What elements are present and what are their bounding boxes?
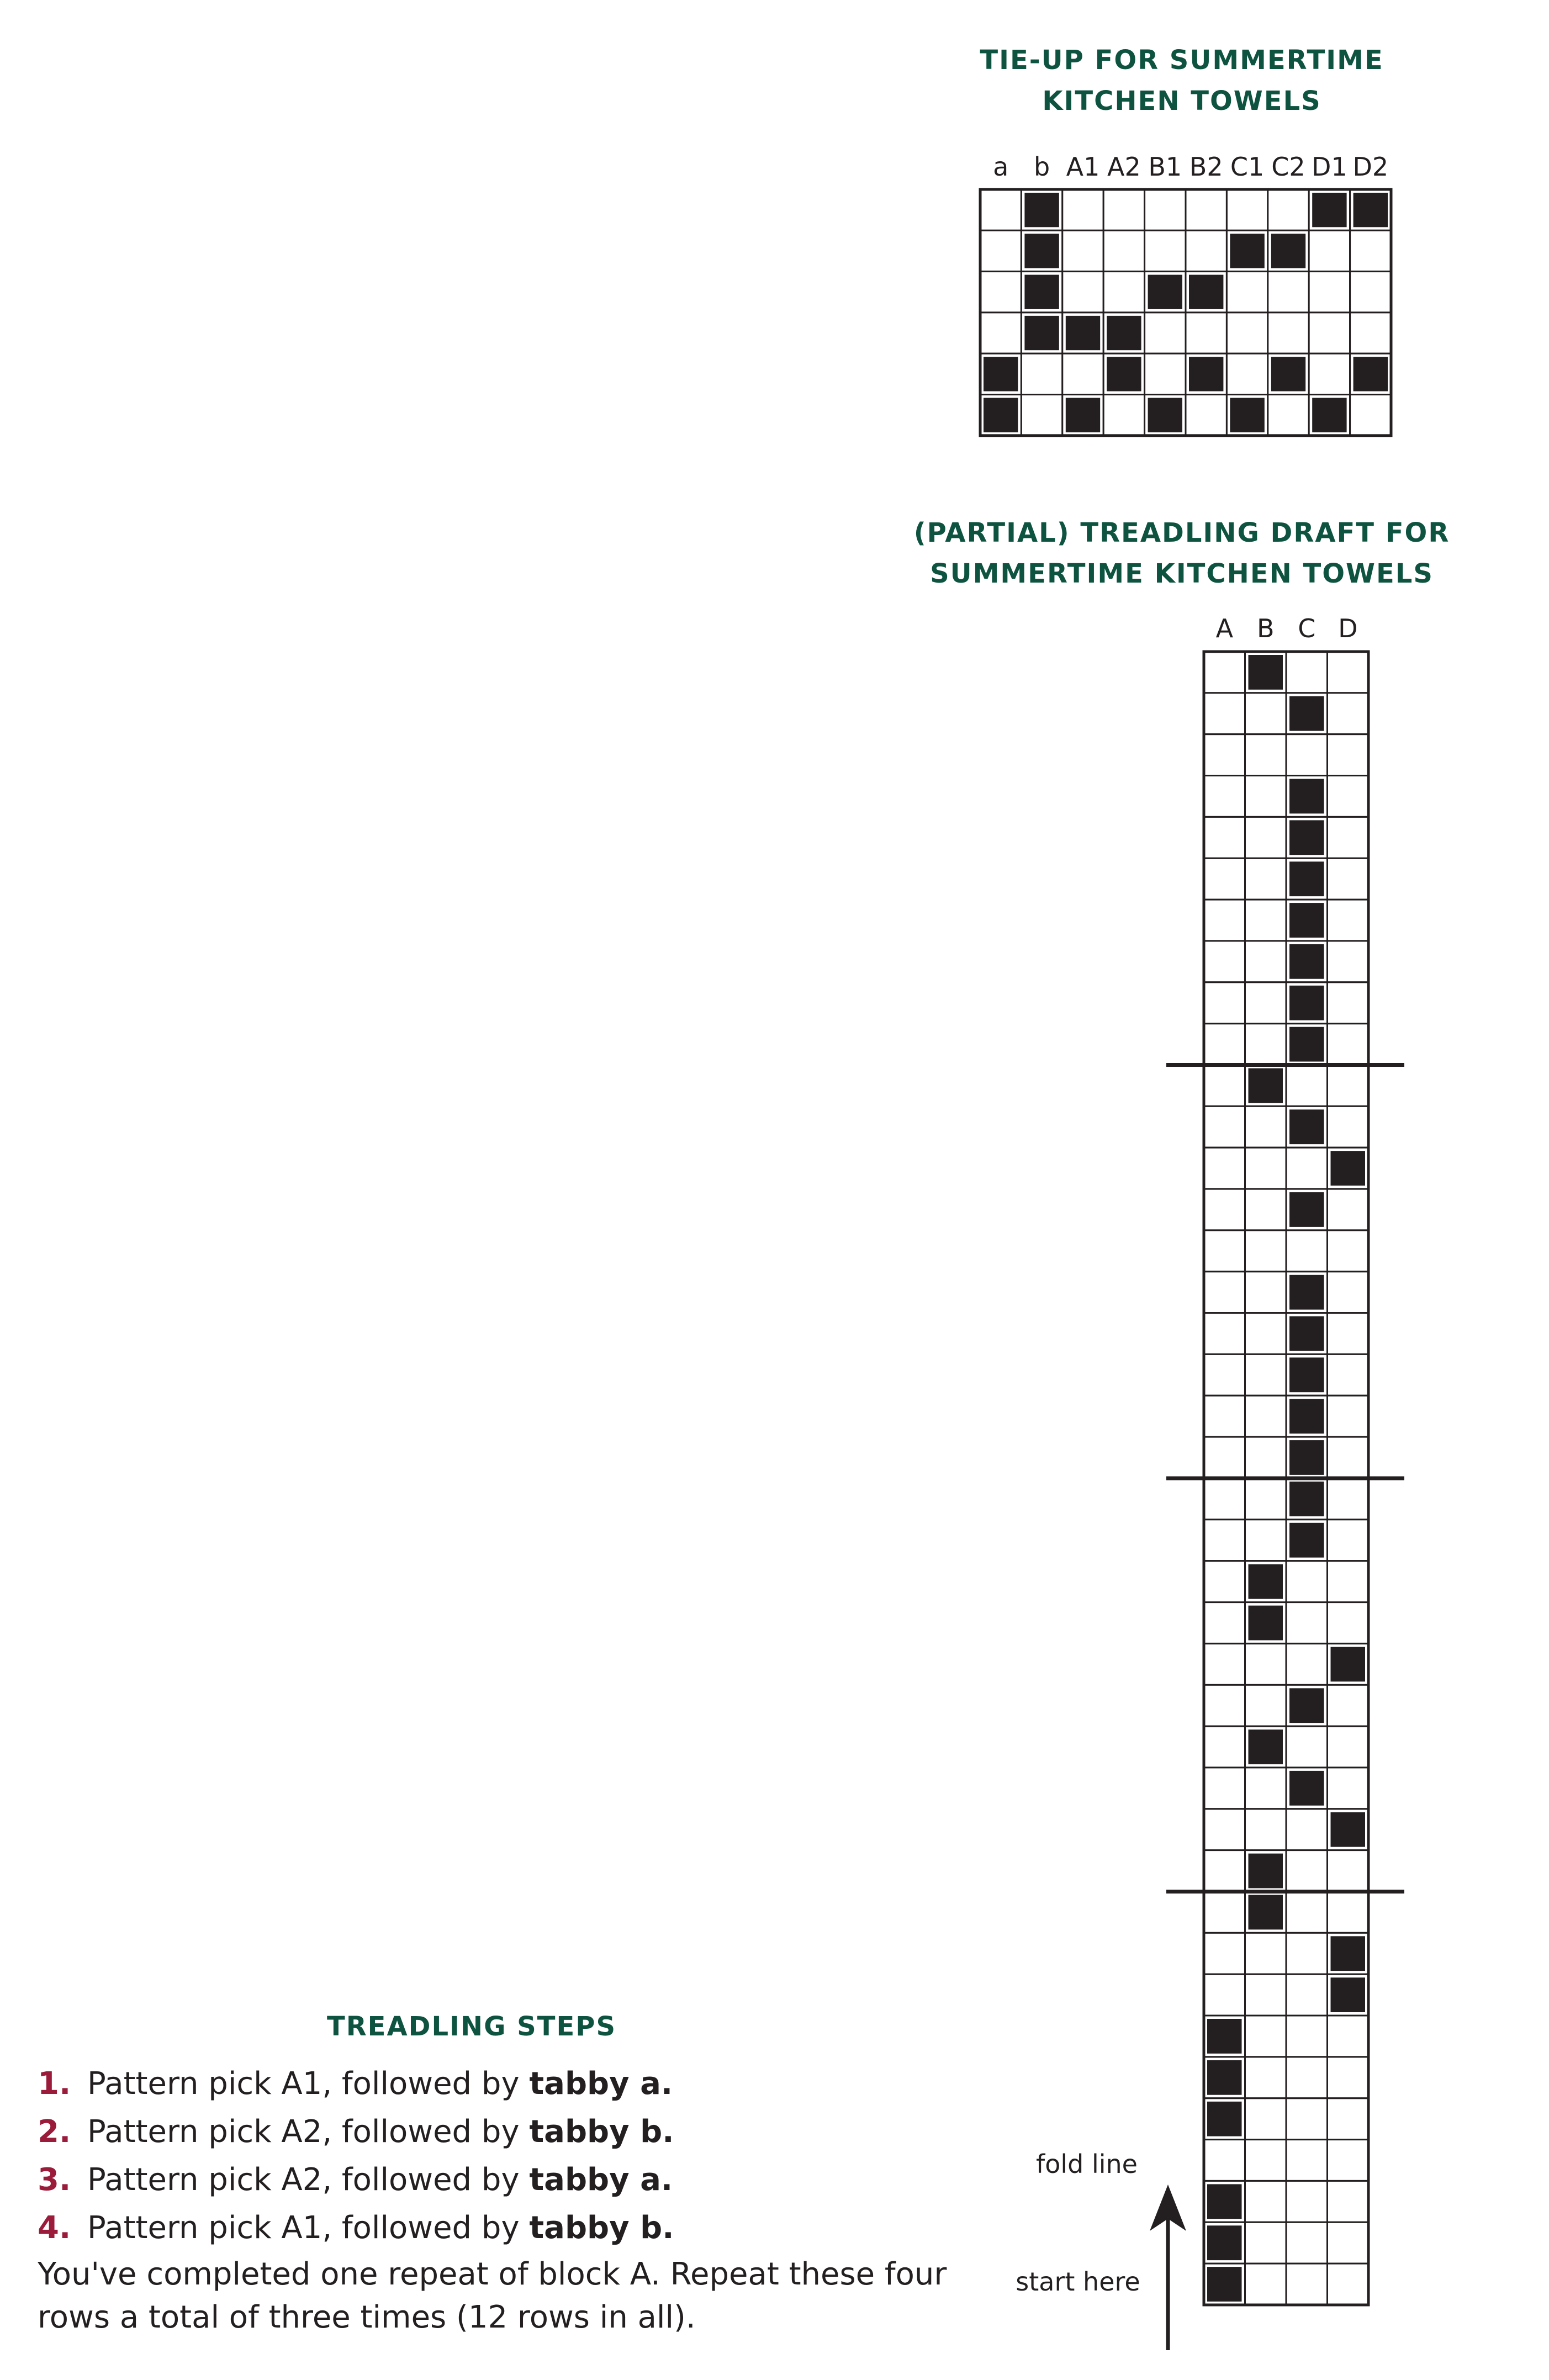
- treadling-cell: [1204, 817, 1245, 858]
- tieup-cell: [1309, 353, 1350, 394]
- treadling-cell: [1245, 1147, 1287, 1189]
- treadling-cell: [1204, 1024, 1245, 1065]
- treadling-steps-title: TREADLING STEPS: [326, 2011, 617, 2042]
- treadling-filled-cell: [1289, 986, 1324, 1020]
- treadling-filled-cell: [1249, 1854, 1283, 1889]
- treadling-filled-cell: [1289, 820, 1324, 855]
- treadling-filled-cell: [1289, 1440, 1324, 1475]
- tieup-filled-cell: [1354, 193, 1388, 227]
- treadling-cell: [1328, 776, 1369, 817]
- treadling-cell: [1328, 693, 1369, 734]
- treadling-cell: [1204, 1189, 1245, 1230]
- treadling-cell: [1245, 1272, 1287, 1313]
- treadling-cell: [1328, 1685, 1369, 1726]
- tieup-filled-cell: [1148, 275, 1182, 309]
- treadling-column-label: A: [1215, 613, 1234, 643]
- treadling-filled-cell: [1331, 1647, 1366, 1681]
- tieup-cell: [980, 230, 1021, 271]
- treadling-cell: [1286, 1933, 1328, 1974]
- step-text: Pattern pick A1, followed by: [87, 2066, 530, 2102]
- treadling-cell: [1328, 1313, 1369, 1355]
- tieup-cell: [1226, 189, 1267, 230]
- treadling-cell: [1204, 1602, 1245, 1644]
- tieup-cell: [1350, 395, 1391, 436]
- treadling-cell: [1245, 817, 1287, 858]
- step-number: 1.: [38, 2066, 71, 2102]
- treadling-cell: [1204, 734, 1245, 776]
- treadling-column-label: D: [1338, 613, 1358, 643]
- treadling-filled-cell: [1289, 1771, 1324, 1806]
- treadling-cell: [1286, 1602, 1328, 1644]
- treadling-cell: [1204, 2140, 1245, 2181]
- treadling-cell: [1204, 1809, 1245, 1850]
- treadling-cell: [1245, 1520, 1287, 1561]
- treadling-filled-cell: [1207, 2225, 1242, 2260]
- treadling-filled-cell: [1207, 2267, 1242, 2302]
- treadling-cell: [1204, 693, 1245, 734]
- treadling-cell: [1328, 734, 1369, 776]
- treadling-cell: [1328, 2181, 1369, 2222]
- tieup-filled-cell: [1230, 234, 1264, 268]
- treadling-cell: [1328, 1272, 1369, 1313]
- treadling-cell: [1328, 2016, 1369, 2057]
- treadling-filled-cell: [1331, 1977, 1366, 2012]
- treadling-cell: [1286, 2016, 1328, 2057]
- tieup-filled-cell: [984, 398, 1018, 432]
- tieup-cell: [1021, 353, 1062, 394]
- tieup-cell: [1309, 230, 1350, 271]
- tieup-cell: [1186, 395, 1226, 436]
- treadling-cell: [1245, 2222, 1287, 2263]
- tieup-cell: [1350, 230, 1391, 271]
- treadling-cell: [1245, 2098, 1287, 2140]
- treadling-filled-cell: [1289, 1109, 1324, 1144]
- tieup-filled-cell: [1271, 357, 1305, 391]
- treadling-cell: [1328, 1520, 1369, 1561]
- treadling-cell: [1328, 1065, 1369, 1107]
- tieup-filled-cell: [1354, 357, 1388, 391]
- treadling-cell: [1328, 1768, 1369, 1809]
- treadling-cell: [1245, 1106, 1287, 1147]
- treadling-cell: [1286, 1809, 1328, 1850]
- treadling-filled-cell: [1249, 655, 1283, 690]
- treadling-filled-cell: [1289, 1523, 1324, 1558]
- treadling-cell: [1328, 1106, 1369, 1147]
- fold-line-label: fold line: [1036, 2149, 1138, 2179]
- tieup-column-label: A2: [1107, 152, 1141, 182]
- treadling-cell: [1204, 1520, 1245, 1561]
- treadling-cell: [1204, 1106, 1245, 1147]
- treadling-steps: [38, 2060, 965, 2339]
- treadling-cell: [1245, 1024, 1287, 1065]
- step-tabby: tabby b.: [529, 2114, 674, 2150]
- treadling-cell: [1204, 776, 1245, 817]
- treadling-cell: [1328, 941, 1369, 982]
- tieup-cell: [1268, 189, 1309, 230]
- treadling-cell: [1286, 1065, 1328, 1107]
- treadling-cell: [1204, 1933, 1245, 1974]
- tieup-cell: [1145, 189, 1186, 230]
- step-tabby: tabby b.: [529, 2210, 674, 2246]
- treadling-cell: [1204, 1643, 1245, 1685]
- treadling-grid: [1166, 613, 1404, 2305]
- tieup-cell: [1062, 353, 1103, 394]
- treadling-cell: [1245, 1685, 1287, 1726]
- treadling-cell: [1245, 1974, 1287, 2016]
- treadling-filled-cell: [1289, 779, 1324, 814]
- treadling-cell: [1328, 2263, 1369, 2305]
- step-text: Pattern pick A2, followed by: [87, 2162, 530, 2198]
- treadling-filled-cell: [1289, 1688, 1324, 1723]
- treadling-cell: [1204, 982, 1245, 1024]
- treadling-cell: [1286, 1643, 1328, 1685]
- treadling-cell: [1286, 2181, 1328, 2222]
- treadling-cell: [1328, 1395, 1369, 1437]
- tieup-cell: [1309, 313, 1350, 353]
- treadling-cell: [1245, 982, 1287, 1024]
- treadling-cell: [1328, 1478, 1369, 1520]
- tieup-filled-cell: [1066, 316, 1100, 350]
- tieup-cell: [1145, 313, 1186, 353]
- tieup-cell: [1226, 272, 1267, 313]
- treadling-cell: [1245, 1809, 1287, 1850]
- tieup-filled-cell: [1107, 316, 1141, 350]
- repeat-note-line2: rows a total of three times (12 rows in all).: [38, 2299, 696, 2335]
- step-number: 3.: [38, 2162, 71, 2198]
- treadling-cell: [1204, 1437, 1245, 1478]
- step-text: Pattern pick A2, followed by: [87, 2114, 530, 2150]
- treadling-filled-cell: [1289, 1399, 1324, 1434]
- tieup-title-line2: KITCHEN TOWELS: [1042, 86, 1321, 117]
- treadling-cell: [1328, 2057, 1369, 2098]
- treadling-filled-cell: [1207, 2060, 1242, 2095]
- treadling-cell: [1286, 1561, 1328, 1602]
- treadling-cell: [1245, 2057, 1287, 2098]
- tieup-cell: [1268, 272, 1309, 313]
- treadling-filled-cell: [1207, 2184, 1242, 2219]
- treadling-cell: [1245, 1230, 1287, 1272]
- treadling-cell: [1204, 652, 1245, 693]
- treadling-cell: [1204, 1768, 1245, 1809]
- treadling-cell: [1245, 1933, 1287, 1974]
- treadling-cell: [1328, 2098, 1369, 2140]
- treadling-cell: [1204, 1230, 1245, 1272]
- treadling-cell: [1245, 1437, 1287, 1478]
- treadling-cell: [1245, 1768, 1287, 1809]
- tieup-cell: [1103, 395, 1144, 436]
- treadling-cell: [1328, 1561, 1369, 1602]
- treadling-filled-cell: [1289, 861, 1324, 896]
- treadling-cell: [1328, 1850, 1369, 1892]
- treadling-cell: [1245, 1478, 1287, 1520]
- treadling-cell: [1328, 1437, 1369, 1478]
- treadling-cell: [1286, 734, 1328, 776]
- tieup-column-label: D2: [1352, 152, 1389, 182]
- treadling-filled-cell: [1289, 1275, 1324, 1310]
- tieup-filled-cell: [1271, 234, 1305, 268]
- tieup-column-label: A1: [1066, 152, 1100, 182]
- tieup-filled-cell: [1024, 275, 1059, 309]
- tieup-column-label: a: [993, 152, 1009, 182]
- tieup-cell: [1350, 313, 1391, 353]
- treadling-cell: [1286, 2140, 1328, 2181]
- treadling-cell: [1204, 941, 1245, 982]
- treadling-cell: [1204, 1892, 1245, 1933]
- tieup-filled-cell: [1312, 398, 1346, 432]
- step-item: [38, 2156, 965, 2204]
- treadling-cell: [1204, 1395, 1245, 1437]
- treadling-cell: [1245, 2181, 1287, 2222]
- treadling-cell: [1286, 2057, 1328, 2098]
- treadling-filled-cell: [1289, 903, 1324, 938]
- treadling-filled-cell: [1289, 944, 1324, 979]
- treadling-cell: [1328, 1189, 1369, 1230]
- tieup-cell: [1062, 189, 1103, 230]
- treadling-filled-cell: [1249, 1069, 1283, 1103]
- treadling-filled-cell: [1289, 696, 1324, 731]
- tieup-cell: [1103, 189, 1144, 230]
- tieup-filled-cell: [1148, 398, 1182, 432]
- treadling-cell: [1245, 900, 1287, 941]
- treadling-cell: [1204, 1726, 1245, 1768]
- treadling-cell: [1245, 776, 1287, 817]
- treadling-cell: [1245, 1313, 1287, 1355]
- treadling-cell: [1328, 817, 1369, 858]
- repeat-note-line1: You've completed one repeat of block A. Repeat these four: [38, 2256, 947, 2292]
- tieup-filled-cell: [1066, 398, 1100, 432]
- treadling-cell: [1245, 693, 1287, 734]
- tieup-filled-cell: [1189, 357, 1223, 391]
- treadling-cell: [1204, 1065, 1245, 1107]
- treadling-cell: [1204, 1147, 1245, 1189]
- start-here-label: start here: [1016, 2267, 1140, 2297]
- treadling-filled-cell: [1207, 2102, 1242, 2136]
- treadling-filled-cell: [1289, 1357, 1324, 1392]
- step-number: 2.: [38, 2114, 71, 2150]
- tieup-cell: [980, 189, 1021, 230]
- treadling-cell: [1286, 1850, 1328, 1892]
- tieup-filled-cell: [1312, 193, 1346, 227]
- tieup-cell: [1309, 272, 1350, 313]
- treadling-cell: [1204, 858, 1245, 900]
- treadling-cell: [1204, 1685, 1245, 1726]
- tieup-filled-cell: [1107, 357, 1141, 391]
- treadling-filled-cell: [1289, 1027, 1324, 1062]
- treadling-cell: [1245, 941, 1287, 982]
- step-number: 4.: [38, 2210, 71, 2246]
- treadling-filled-cell: [1207, 2019, 1242, 2054]
- tieup-cell: [1145, 230, 1186, 271]
- treadling-cell: [1328, 2140, 1369, 2181]
- tieup-cell: [1021, 395, 1062, 436]
- treadling-cell: [1204, 1272, 1245, 1313]
- tieup-column-label: b: [1033, 152, 1050, 182]
- tieup-cell: [980, 313, 1021, 353]
- treadling-cell: [1204, 1974, 1245, 2016]
- treadling-cell: [1204, 900, 1245, 941]
- tieup-filled-cell: [1230, 398, 1264, 432]
- tieup-filled-cell: [984, 357, 1018, 391]
- treadling-cell: [1286, 2098, 1328, 2140]
- treadling-cell: [1286, 1147, 1328, 1189]
- treadling-cell: [1204, 1478, 1245, 1520]
- tieup-cell: [1268, 313, 1309, 353]
- tieup-column-label: B1: [1148, 152, 1182, 182]
- treadling-cell: [1245, 1189, 1287, 1230]
- tieup-cell: [1062, 272, 1103, 313]
- tieup-column-label: C1: [1230, 152, 1265, 182]
- tieup-cell: [1350, 272, 1391, 313]
- treadling-filled-cell: [1249, 1895, 1283, 1930]
- treadling-cell: [1286, 652, 1328, 693]
- tieup-cell: [1145, 353, 1186, 394]
- treadling-cell: [1245, 1354, 1287, 1395]
- tieup-grid: [980, 152, 1391, 436]
- treadling-cell: [1245, 858, 1287, 900]
- treadling-cell: [1328, 982, 1369, 1024]
- tieup-filled-cell: [1024, 193, 1059, 227]
- treadling-cell: [1286, 1230, 1328, 1272]
- tieup-filled-cell: [1024, 234, 1059, 268]
- tieup-column-label: D1: [1312, 152, 1347, 182]
- step-item: [38, 2204, 965, 2252]
- tieup-cell: [1103, 230, 1144, 271]
- treadling-cell: [1245, 734, 1287, 776]
- treadling-cell: [1204, 1850, 1245, 1892]
- treadling-filled-cell: [1331, 1936, 1366, 1971]
- treadling-cell: [1204, 1561, 1245, 1602]
- treadling-cell: [1245, 1643, 1287, 1685]
- treadling-filled-cell: [1249, 1730, 1283, 1764]
- treadling-cell: [1245, 2016, 1287, 2057]
- tieup-cell: [1186, 313, 1226, 353]
- treadling-filled-cell: [1289, 1482, 1324, 1516]
- tieup-cell: [1103, 272, 1144, 313]
- step-item: [38, 2060, 965, 2108]
- treadling-column-label: B: [1257, 613, 1275, 643]
- treadling-title-line1: (PARTIAL) TREADLING DRAFT FOR: [913, 517, 1450, 548]
- treadling-cell: [1328, 900, 1369, 941]
- treadling-cell: [1245, 2263, 1287, 2305]
- treadling-cell: [1328, 1602, 1369, 1644]
- treadling-cell: [1328, 1892, 1369, 1933]
- tieup-cell: [1186, 189, 1226, 230]
- treadling-cell: [1328, 2222, 1369, 2263]
- treadling-cell: [1245, 2140, 1287, 2181]
- treadling-cell: [1328, 1230, 1369, 1272]
- tieup-cell: [1268, 395, 1309, 436]
- treadling-filled-cell: [1331, 1151, 1366, 1186]
- treadling-cell: [1286, 2222, 1328, 2263]
- treadling-filled-cell: [1249, 1564, 1283, 1599]
- treadling-filled-cell: [1289, 1316, 1324, 1351]
- treadling-cell: [1204, 1354, 1245, 1395]
- treadling-title-line2: SUMMERTIME KITCHEN TOWELS: [930, 558, 1434, 589]
- treadling-cell: [1286, 1974, 1328, 2016]
- treadling-cell: [1286, 1892, 1328, 1933]
- treadling-cell: [1328, 652, 1369, 693]
- tieup-title-line1: TIE-UP FOR SUMMERTIME: [980, 45, 1384, 76]
- treadling-cell: [1328, 1024, 1369, 1065]
- tieup-cell: [980, 272, 1021, 313]
- treadling-filled-cell: [1289, 1192, 1324, 1227]
- step-tabby: tabby a.: [529, 2066, 673, 2102]
- treadling-column-label: C: [1298, 613, 1316, 643]
- treadling-filled-cell: [1331, 1812, 1366, 1847]
- tieup-cell: [1226, 353, 1267, 394]
- step-text: Pattern pick A1, followed by: [87, 2210, 530, 2246]
- treadling-cell: [1286, 2263, 1328, 2305]
- tieup-column-label: B2: [1189, 152, 1223, 182]
- treadling-cell: [1328, 1354, 1369, 1395]
- tieup-cell: [1186, 230, 1226, 271]
- repeat-note: [38, 2253, 965, 2339]
- treadling-cell: [1245, 1395, 1287, 1437]
- treadling-cell: [1328, 1726, 1369, 1768]
- tieup-filled-cell: [1024, 316, 1059, 350]
- start-arrow-icon: [1150, 2185, 1186, 2350]
- treadling-cell: [1286, 1726, 1328, 1768]
- step-item: [38, 2108, 965, 2156]
- tieup-column-label: C2: [1271, 152, 1305, 182]
- tieup-cell: [1226, 313, 1267, 353]
- tieup-filled-cell: [1189, 275, 1223, 309]
- treadling-cell: [1204, 1313, 1245, 1355]
- treadling-filled-cell: [1249, 1606, 1283, 1641]
- treadling-cell: [1328, 858, 1369, 900]
- tieup-cell: [1062, 230, 1103, 271]
- step-tabby: tabby a.: [529, 2162, 673, 2198]
